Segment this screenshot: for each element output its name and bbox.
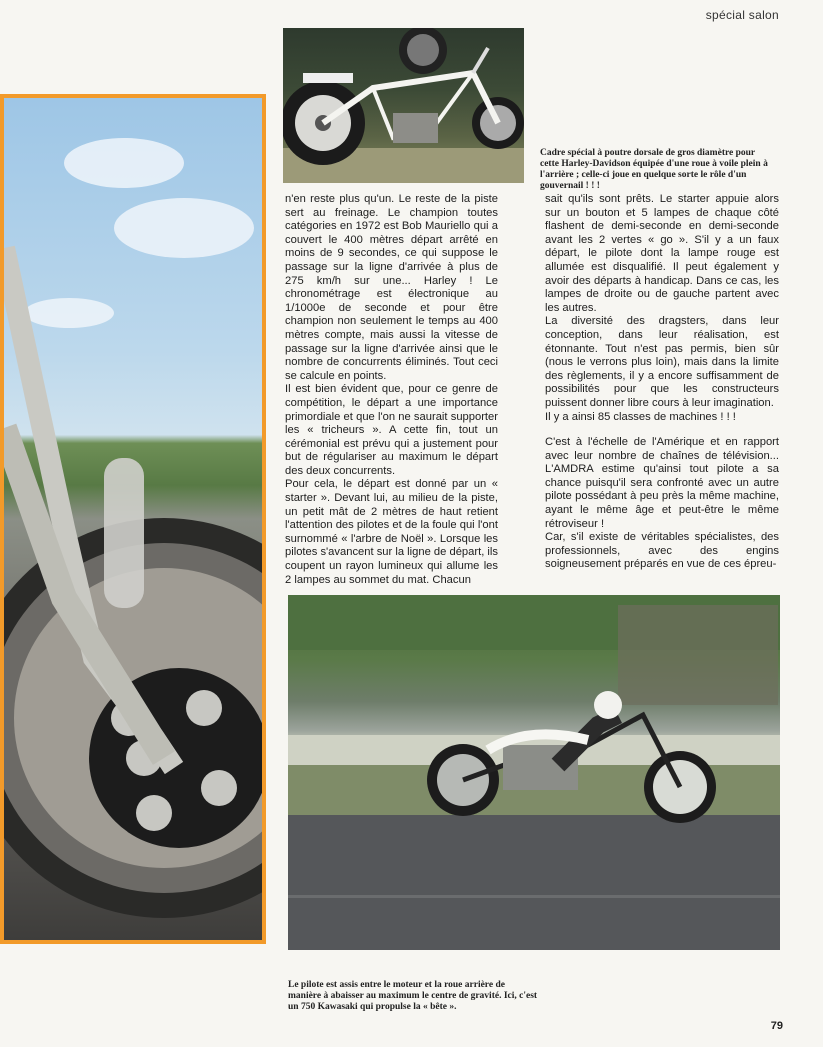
- top-photo-caption: Cadre spécial à poutre dorsale de gros diamètre pour cette Harley-Davidson équipée d'une roue à voile plein à l'arrière ; celle-ci joue en quelque sorte le rôle d'un gouvernail ! ! !: [540, 148, 768, 191]
- bottom-photo: [288, 595, 780, 950]
- paragraph: Il est bien évident que, pour ce genre de compétition, le départ a une importance primordiale et que l'on ne saurait supporter les « tricheurs ». A cette fin, tout un cérémonial est prévu qui a justement pour but de régulariser au maximum le départ des deux concurrents.: [285, 383, 498, 477]
- page-number: 79: [770, 1020, 783, 1032]
- paragraph: Car, s'il existe de véritables spécialistes, des professionnels, avec des engins soigneusement préparés en vue de ces épreu-: [545, 531, 779, 571]
- top-photo: [283, 28, 524, 183]
- paragraph: Il y a ainsi 85 classes de machines ! ! !: [545, 410, 736, 423]
- paragraph: n'en reste plus qu'un. Le reste de la piste sert au freinage. Le champion toutes catégories en 1972 est Bob Mauriello qui a couvert le 400 mètres départ arrêté en moins de 9 secondes, ce qui suppose le passage sur la ligne d'arrivée à plus de 275 km/h sur une... Harley ! Le chronométrage est électronique au 1/1000e de seconde et pour être champion non seulement le temps au 400 mètres compte, mais aussi la vitesse de passage sur la ligne d'arrivée ainsi que le nombre de concurrents éliminés. Tout ceci se calcule en points.: [285, 193, 498, 382]
- paragraph: La diversité des dragsters, dans leur conception, dans leur réalisation, est étonnante. Tout n'est pas permis, bien sûr (nous le verrons plus loin), mais dans la limite des règlements, il y a encore suffisamment de possibilités pour que les constructeurs puissent donner libre cours à leur imagination.: [545, 315, 779, 409]
- paragraph: sait qu'ils sont prêts. Le starter appuie alors sur un bouton et 5 lampes de chaque côté flashent de demi-seconde en demi-seconde avant les 2 vertes « go ». S'il y a un faux départ, le pilote dont la lampe rouge est allumée est disqualifié. Il peut également y avoir des départs à handicap. Dans ce cas, les lampes de droite ou de gauche partent avec les autres.: [545, 193, 779, 314]
- paragraph: C'est à l'échelle de l'Amérique et en rapport avec leur nombre de chaînes de télévision... L'AMDRA estime qu'ainsi tout pilote a sa chance puisqu'il sera confronté avec un autre pilote possédant à peu près la même machine, ayant le même âge et peut-être le même rétroviseur !: [545, 436, 779, 530]
- section-header: spécial salon: [705, 8, 779, 22]
- text-column-left: [285, 193, 498, 587]
- left-photo: [0, 94, 266, 944]
- text-column-right: [545, 193, 779, 572]
- bottom-photo-caption: Le pilote est assis entre le moteur et la roue arrière de manière à abaisser au maximum le centre de gravité. Ici, c'est un 750 Kawasaki qui propulse la « bête ».: [288, 980, 538, 1012]
- paragraph: Pour cela, le départ est donné par un « starter ». Devant lui, au milieu de la piste, un petit mât de 2 mètres de haut retient l'attention des pilotes et de la foule qui l'ont surnommé « l'arbre de Noël ». Lorsque les pilotes s'avancent sur la ligne de départ, ils coupent un rayon lumineux qui allume les 2 lampes au sommet du mat. Chacun: [285, 478, 498, 586]
